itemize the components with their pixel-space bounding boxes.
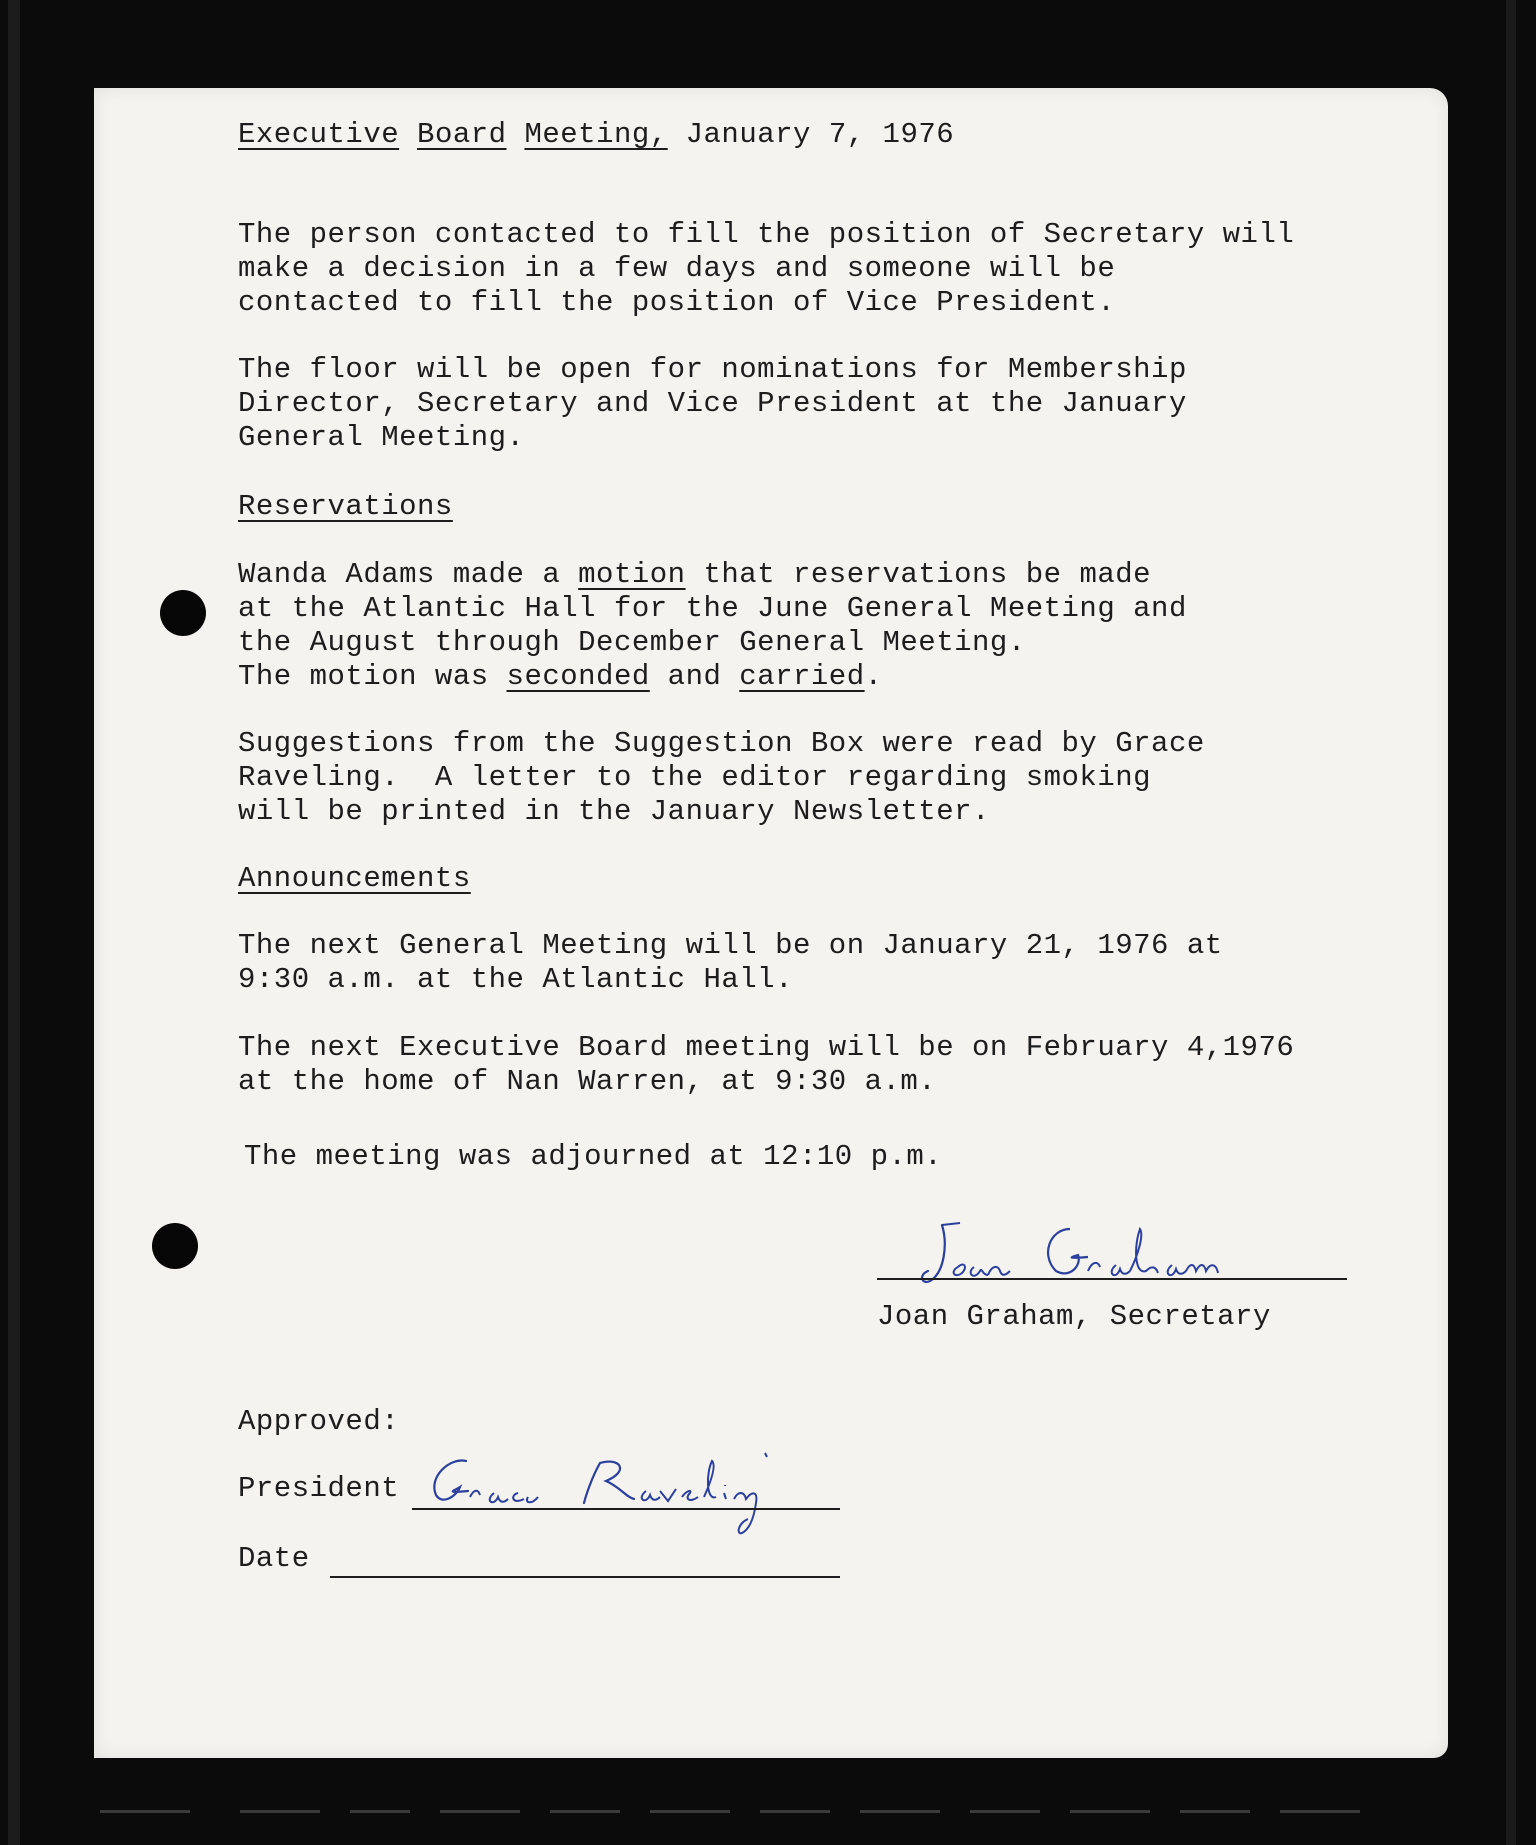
signature-caption: Joan Graham, Secretary: [877, 1300, 1271, 1333]
scan-edge-right: [1506, 0, 1516, 1845]
paragraph-reservations-motion: [238, 558, 1187, 694]
paragraph-nominations: The floor will be open for nominations for Membership Director, Secretary and Vice President at the January General Meeting.: [238, 353, 1187, 454]
title-word: Executive: [238, 118, 400, 151]
text-run: and: [649, 660, 740, 693]
president-signature-line: [412, 1508, 840, 1510]
underlined-word: carried: [739, 660, 865, 693]
signature-line: [877, 1278, 1347, 1280]
paragraph-next-general-meeting: The next General Meeting will be on January 21, 1976 at 9:30 a.m. at the Atlantic Hall.: [238, 929, 1223, 996]
approved-label: Approved:: [238, 1405, 400, 1438]
president-signature: [420, 1447, 820, 1542]
paragraph-adjourned: The meeting was adjourned at 12:10 p.m.: [244, 1140, 943, 1173]
text-run: that reservations be made at the Atlantic Hall for the June General Meeting and the August through December General Meeting. The motion was: [238, 558, 1187, 693]
section-heading-announcements: Announcements: [238, 862, 471, 895]
underlined-word: motion: [578, 558, 686, 591]
paragraph-next-board-meeting: The next Executive Board meeting will be on February 4,1976 at the home of Nan Warren, at 9:30 a.m.: [238, 1031, 1295, 1098]
date-signature-line: [330, 1576, 840, 1578]
section-heading-reservations: Reservations: [238, 490, 453, 523]
punch-hole: [160, 590, 206, 636]
punch-hole: [152, 1223, 198, 1269]
secretary-signature: [920, 1215, 1300, 1295]
scanner-edge-marks: [90, 1810, 1490, 1814]
title-word: Meeting,: [524, 118, 668, 151]
underlined-word: seconded: [506, 660, 650, 693]
scan-edge-left: [8, 0, 20, 1845]
title-word: Board: [417, 118, 507, 151]
date-label: Date: [238, 1542, 310, 1575]
president-label: President: [238, 1472, 400, 1505]
text-run: .: [864, 660, 883, 693]
paragraph-suggestions: Suggestions from the Suggestion Box were read by Grace Raveling. A letter to the editor regarding smoking will be printed in the January Newsletter.: [238, 727, 1205, 828]
document-title: [238, 118, 954, 152]
title-date: January 7, 1976: [685, 118, 955, 151]
text-run: Wanda Adams made a: [238, 558, 579, 591]
paragraph-secretary-position: The person contacted to fill the position of Secretary will make a decision in a few days and someone will be contacted to fill the position of Vice President.: [238, 218, 1295, 319]
